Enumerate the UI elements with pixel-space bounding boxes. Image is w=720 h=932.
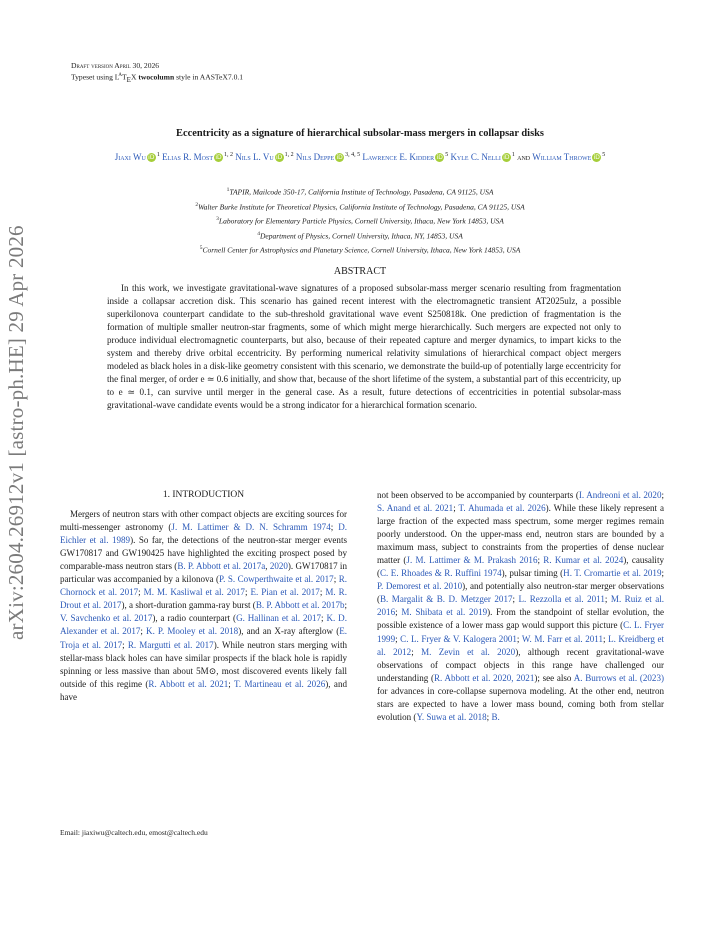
author-name[interactable]: Elias R. Most [162,152,213,162]
citation-link[interactable]: B. P. Abbott et al. 2017b [255,600,345,611]
corresponding-email-footnote: Email: jiaxiwu@caltech.edu, emost@caltech.edu [60,828,208,837]
citation-link[interactable]: E. Pian et al. 2017 [250,587,320,598]
body-text: ; [138,587,144,598]
body-text: , [265,561,270,572]
citation-link[interactable]: I. Andreoni et al. 2020 [578,490,662,500]
citation-link[interactable]: K. P. Mooley et al. 2018 [146,626,239,637]
author-name[interactable]: Jiaxi Wu [114,152,146,162]
body-text: ; [516,633,522,644]
body-text: ; [319,587,326,598]
paper-title: Eccentricity as a signature of hierarchical subsolar-mass mergers in collapsar disks [176,128,544,139]
body-text: ; [537,555,544,566]
author-name[interactable]: Nils L. Vu [235,152,274,162]
draft-version-line: Draft version April 30, 2026 [71,61,160,70]
orcid-icon[interactable]: iD [148,154,155,161]
citation-link[interactable]: J. M. Lattimer & D. N. Schramm 1974 [171,522,331,533]
body-text: ; [140,626,147,637]
author-name[interactable]: William Throwe [532,152,592,162]
citation-link[interactable]: R. Abbott et al. 2021 [148,678,229,689]
body-text: ), although recent gravitational-wave observations of compact objects in this range have challenged our understanding ( [377,646,665,683]
citation-link[interactable]: E. Troja et al. 2017 [60,626,348,650]
body-text: ; [603,633,609,644]
citation-link[interactable]: M. Shibata et al. 2019 [401,607,488,618]
body-text: ). So far, the detections of the neutron-star merger events GW170817 and GW190425 have highlighted the exciting prospect posed by comparable-mass neutron stars ( [60,535,347,572]
body-text: ; [395,607,402,618]
affiliation-line: $^2$Walter Burke Institute for Theoretical Physics, California Institute of Technology, Pasadena, CA 91125, USA [195,201,525,211]
citation-link[interactable]: A. Burrows et al. (2023) [573,672,664,683]
affiliation-line: $^5$Cornell Center for Astrophysics and Planetary Science, Cornell University, Ithaca, New York 14853, USA [199,245,521,255]
body-text: Mergers of neutron stars with other compact objects are exciting sources for multi-messenger astronomy ( [60,509,347,533]
body-text: ; [321,613,327,624]
author-name[interactable]: Nils Deppe [295,152,335,162]
body-text: ; [453,503,459,514]
citation-link[interactable]: V. Savchenko et al. 2017 [60,613,153,624]
citation-link[interactable]: C. L. Fryer & V. Kalogera 2001 [400,633,517,644]
author-affiliation-marker: 1 [156,152,160,158]
citation-link[interactable]: H. T. Cromartie et al. 2019 [563,568,662,579]
citation-link[interactable]: S. Anand et al. 2021 [377,503,454,514]
citation-link[interactable]: K. D. Alexander et al. 2017 [60,613,347,637]
body-text: ); see also [534,672,574,683]
body-text: ; [344,600,348,611]
citation-link[interactable]: C. L. Fryer 1999 [377,620,664,644]
citation-link[interactable]: B. [491,711,500,722]
body-text: ; [333,574,339,585]
author-affiliation-marker: 3, 4, 5 [345,152,361,158]
citation-link[interactable]: T. Martineau et al. 2026 [234,678,326,689]
author-affiliation-marker: 1, 2 [284,152,294,158]
body-text: ), and have [60,678,347,702]
citation-link[interactable]: R. Abbott et al. 2020, 2021 [434,672,535,683]
body-text: ; [661,490,664,500]
body-text: ; [228,678,235,689]
body-text: ), a short-duration gamma-ray burst ( [121,600,256,611]
author-affiliation-marker: 1, 2 [223,152,233,158]
body-text: ; [244,587,251,598]
citation-link[interactable]: T. Ahumada et al. 2026 [458,503,546,514]
affiliation-line: $^4$Department of Physics, Cornell University, Ithaca, NY, 14853, USA [257,230,463,240]
abstract-text: In this work, we investigate gravitational-wave signatures of a proposed subsolar-mass merger scenario resulting from fragmentation inside a collapsar accretion disk. This scenario has gained recent interest with the electromagnetic transient AT2025ulz, a possible superkilonova counterpart candidate to the sub-threshold gravitational wave event S250818k. One prediction of fragmentation is the formation of multiple smaller neutron-star fragments, some of which might merge hierarchically. Such mergers are expected not only to produce individual electromagnetic counterparts, but also, because of their repeated capture and merger dynamics, to impart kicks to the system and thereby drive orbital eccentricity. By performing numerical relativity simulations of hierarchical compact object mergers modeled as black holes in a disk-like geometry consistent with this scenario, we demonstrate the build-up of potentially large eccentricity for the final merger, of order e ≃ 0.6 initially, and show that, because of the short lifetime of the system, a substantial part of this eccentricity, up to e ≃ 0.1, can survive until merger in the general case. As a result, future detections of eccentricities in potential subsolar-mass gravitational-wave candidate events would be a strong indicator for a hierarchical formation scenario. [107,283,621,410]
citation-link[interactable]: R. Kumar et al. 2024 [543,555,624,566]
citation-link[interactable]: L. Rezzolla et al. 2011 [518,594,605,605]
author-list [60,149,660,164]
citation-link[interactable]: M. R. Drout et al. 2017 [60,587,347,611]
author-affiliation-marker: 5 [445,152,449,158]
body-text: ). From the standpoint of stellar evolution, the possible existence of a lower mass gap would support this picture ( [377,607,664,631]
body-text: ), causality ( [377,555,664,579]
citation-link[interactable]: B. P. Abbott et al. 2017a [177,561,266,572]
preprint-header [71,61,243,85]
orcid-icon[interactable]: iD [436,154,443,161]
body-text: ; [486,711,492,722]
left-text-column [60,489,347,704]
citation-link[interactable]: M. Ruiz et al. 2016 [377,594,665,618]
body-text: ). GW170817 in particular was accompanied by a kilonova ( [60,561,347,585]
citation-link[interactable]: D. Eichler et al. 1989 [60,522,347,546]
right-text-column [377,489,664,724]
affiliation-line: $^1$TAPIR, Mailcode 350-17, California Institute of Technology, Pasadena, CA 91125, USA [226,187,494,197]
body-text: ; [395,633,401,644]
affiliation-line: $^3$Laboratory for Elementary Particle Physics, Cornell University, Ithaca, New York 14853, USA [216,216,504,226]
orcid-icon[interactable]: iD [336,154,343,161]
body-text: ; [512,594,519,605]
body-text: ), and potentially also neutron-star merger observations ( [377,581,664,605]
citation-link[interactable]: R. Chornock et al. 2017 [60,574,347,598]
citation-link[interactable]: P. Demorest et al. 2010 [377,581,463,592]
author-affiliation-marker: 5 [602,152,606,158]
body-text: ), and an X-ray afterglow ( [238,626,340,637]
citation-link[interactable]: M. Zevin et al. 2020 [421,646,516,657]
citation-link[interactable]: C. E. Rhoades & R. Ruffini 1974 [380,568,502,579]
citation-link[interactable]: B. Margalit & B. D. Metzger 2017 [380,594,513,605]
body-text: ), a radio counterpart ( [152,613,237,624]
orcid-icon[interactable]: iD [503,154,510,161]
citation-link[interactable]: J. M. Lattimer & M. Prakash 2016 [406,555,538,566]
orcid-icon[interactable]: iD [276,154,283,161]
body-text: ; [411,646,422,657]
citation-link[interactable]: G. Hallinan et al. 2017 [236,613,322,624]
citation-link[interactable]: Y. Suwa et al. 2018 [416,711,487,722]
body-text: not been observed to be accompanied by counterparts ( [377,490,579,500]
body-text: ; [661,568,664,579]
abstract-heading: ABSTRACT [333,266,387,277]
affiliation-list [60,184,660,257]
author-name[interactable]: Kyle C. Nelli [450,152,501,162]
citation-link[interactable]: W. M. Farr et al. 2011 [521,633,603,644]
orcid-icon[interactable]: iD [593,154,600,161]
citation-link[interactable]: L. Kreidberg et al. 2012 [377,633,665,657]
arxiv-identifier-stamp: arXiv:2604.26912v1 [astro-ph.HE] 29 Apr 2026 [4,225,28,640]
orcid-icon[interactable]: iD [215,154,222,161]
citation-link[interactable]: 2020 [269,561,288,572]
author-name[interactable]: Lawrence E. Kidder [362,152,435,162]
body-text: ; [330,522,339,533]
citation-link[interactable]: R. Margutti et al. 2017 [127,639,214,650]
body-text: for advances in core-collapse supernova modeling. At the other end, neutron stars are expected to have a lower mass bound, coming both from stellar evolution ( [377,685,664,722]
author-and: and [517,152,533,162]
body-text: ). While these likely represent a large fraction of the expected mass spectrum, some merger regimes remain poorly understood. On the upper-mass end, neutron stars are bounded by a maximum mass, subject to constraints from the properties of dense nuclear matter ( [377,503,665,566]
author-affiliation-marker: 1 [511,152,515,158]
body-text: ; [122,639,128,650]
intro-paragraph [60,508,347,704]
body-text: ), pulsar timing ( [501,568,564,579]
citation-link[interactable]: P. S. Cowperthwaite et al. 2017 [219,574,334,585]
citation-link[interactable]: M. M. Kasliwal et al. 2017 [143,587,245,598]
body-text: ). While neutron stars merging with stellar-mass black holes can have similar prospects if the black hole is rapidly spinning or less massive than about 5M⊙, most discovered events likely fall outside of this regime ( [60,639,347,689]
intro-paragraph-continued [377,489,664,724]
section-heading: 1. INTRODUCTION [162,490,245,500]
body-text: ; [604,594,611,605]
typeset-line: Typeset using $L^AT_EX$ twocolumn style in AASTeX7.0.1 [71,72,244,85]
